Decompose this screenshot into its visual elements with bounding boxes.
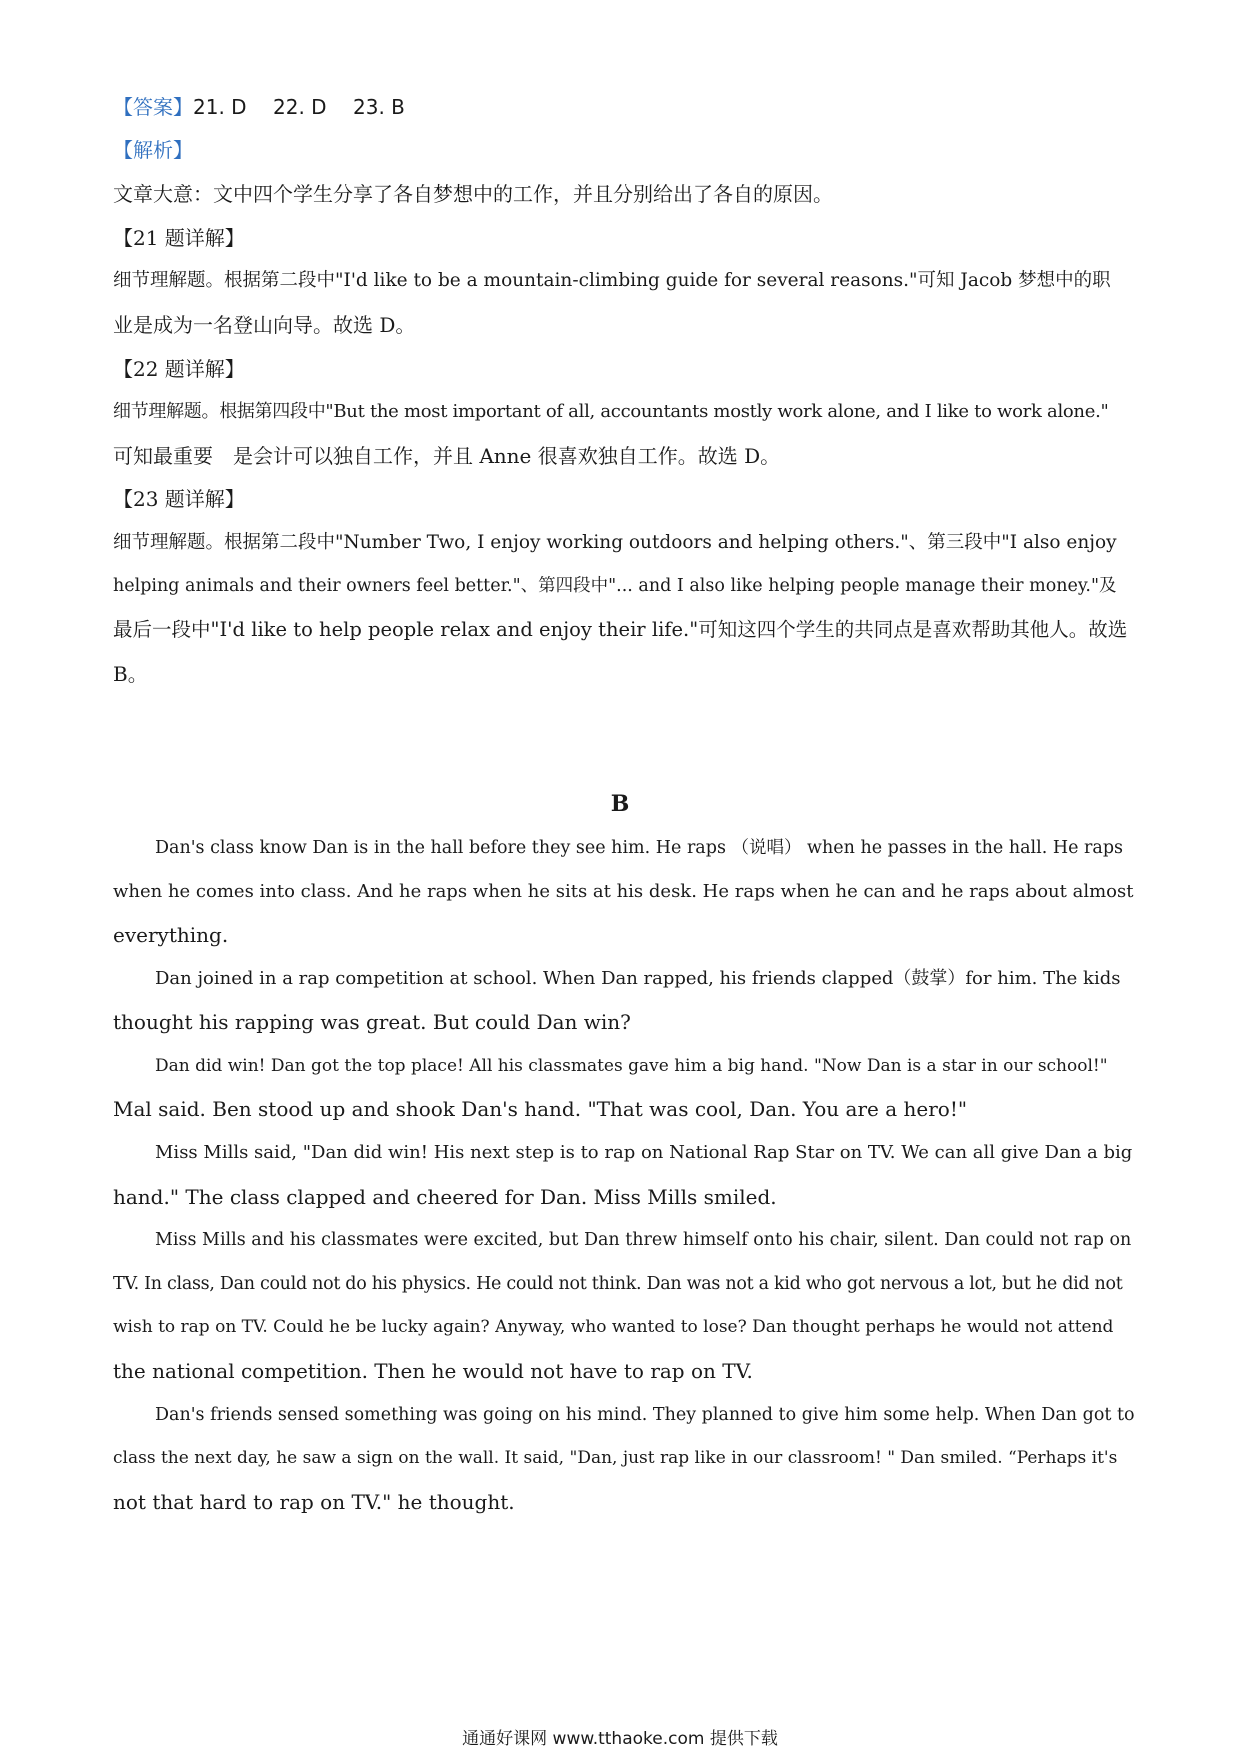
passage-line: wish to rap on TV. Could he be lucky again? Anyway, who wanted to lose? Dan thought perhaps he would not attend [113, 1317, 1114, 1337]
passage-line: Dan joined in a rap competition at school. When Dan rapped, his friends clapped（鼓掌）for him. The kids [155, 968, 1121, 989]
q21-line: 业是成为一名登山向导。故选 D。 [113, 313, 416, 337]
q23-line: 细节理解题。根据第二段中"Number Two, I enjoy working outdoors and helping others."、第三段中"I also enjoy [113, 532, 1117, 553]
q23-heading: 【23 题详解】 [113, 487, 245, 511]
q22-line: 可知最重要 是会计可以独自工作，并且 Anne 很喜欢独自工作。故选 D。 [113, 444, 781, 468]
passage-line: Dan's class know Dan is in the hall before they see him. He raps （说唱） when he passes in the hall. He raps [155, 838, 1124, 858]
analysis-label: 【解析】 [113, 138, 193, 162]
answer-item: 23. B [353, 95, 405, 119]
page-footer: 通通好课网 www.tthaoke.com 提供下载 [462, 1729, 778, 1749]
passage-line: Mal said. Ben stood up and shook Dan's hand. "That was cool, Dan. You are a hero!" [113, 1097, 968, 1121]
answer-item: 21. D [193, 95, 247, 119]
passage-line: class the next day, he saw a sign on the wall. It said, "Dan, just rap like in our classroom! " Dan smiled. “Perhaps it's [113, 1448, 1118, 1468]
answer-label: 【答案】 [113, 95, 193, 119]
answer-list [193, 95, 405, 119]
q21-heading: 【21 题详解】 [113, 226, 245, 250]
answer-line [113, 93, 1133, 121]
passage-line: Dan did win! Dan got the top place! All his classmates gave him a big hand. "Now Dan is a star in our school!" [155, 1056, 1108, 1076]
answer-item: 22. D [273, 95, 327, 119]
passage-line: the national competition. Then he would not have to rap on TV. [113, 1359, 753, 1383]
passage-line: hand." The class clapped and cheered for Dan. Miss Mills smiled. [113, 1185, 777, 1209]
q22-line: 细节理解题。根据第四段中"But the most important of all, accountants mostly work alone, and I like to work alone." [113, 401, 1109, 422]
passage-line: thought his rapping was great. But could Dan win? [113, 1010, 631, 1034]
q23-line: helping animals and their owners feel better."、第四段中"... and I also like helping people manage their money."及 [113, 576, 1117, 596]
q22-heading: 【22 题详解】 [113, 357, 245, 381]
summary-text: 文章大意：文中四个学生分享了各自梦想中的工作，并且分别给出了各自的原因。 [113, 182, 833, 206]
passage-line: TV. In class, Dan could not do his physics. He could not think. Dan was not a kid who got nervous a lot, but he did not [113, 1274, 1123, 1294]
passage-line: Miss Mills said, "Dan did win! His next step is to rap on National Rap Star on TV. We can all give Dan a big [155, 1142, 1133, 1163]
passage-line: when he comes into class. And he raps when he sits at his desk. He raps when he can and he raps about almost [113, 881, 1134, 902]
q21-line: 细节理解题。根据第二段中"I'd like to be a mountain-climbing guide for several reasons."可知 Jacob 梦想中的职 [113, 270, 1111, 291]
section-title: B [610, 791, 630, 817]
passage-line: Dan's friends sensed something was going on his mind. They planned to give him some help. When Dan got to [155, 1405, 1135, 1425]
q23-line: 最后一段中"I'd like to help people relax and enjoy their life."可知这四个学生的共同点是喜欢帮助其他人。故选 [113, 618, 1128, 641]
passage-line: not that hard to rap on TV." he thought. [113, 1490, 515, 1514]
q23-line: B。 [113, 662, 148, 686]
passage-line: everything. [113, 923, 229, 947]
passage-line: Miss Mills and his classmates were excited, but Dan threw himself onto his chair, silent. Dan could not rap on [155, 1230, 1132, 1250]
